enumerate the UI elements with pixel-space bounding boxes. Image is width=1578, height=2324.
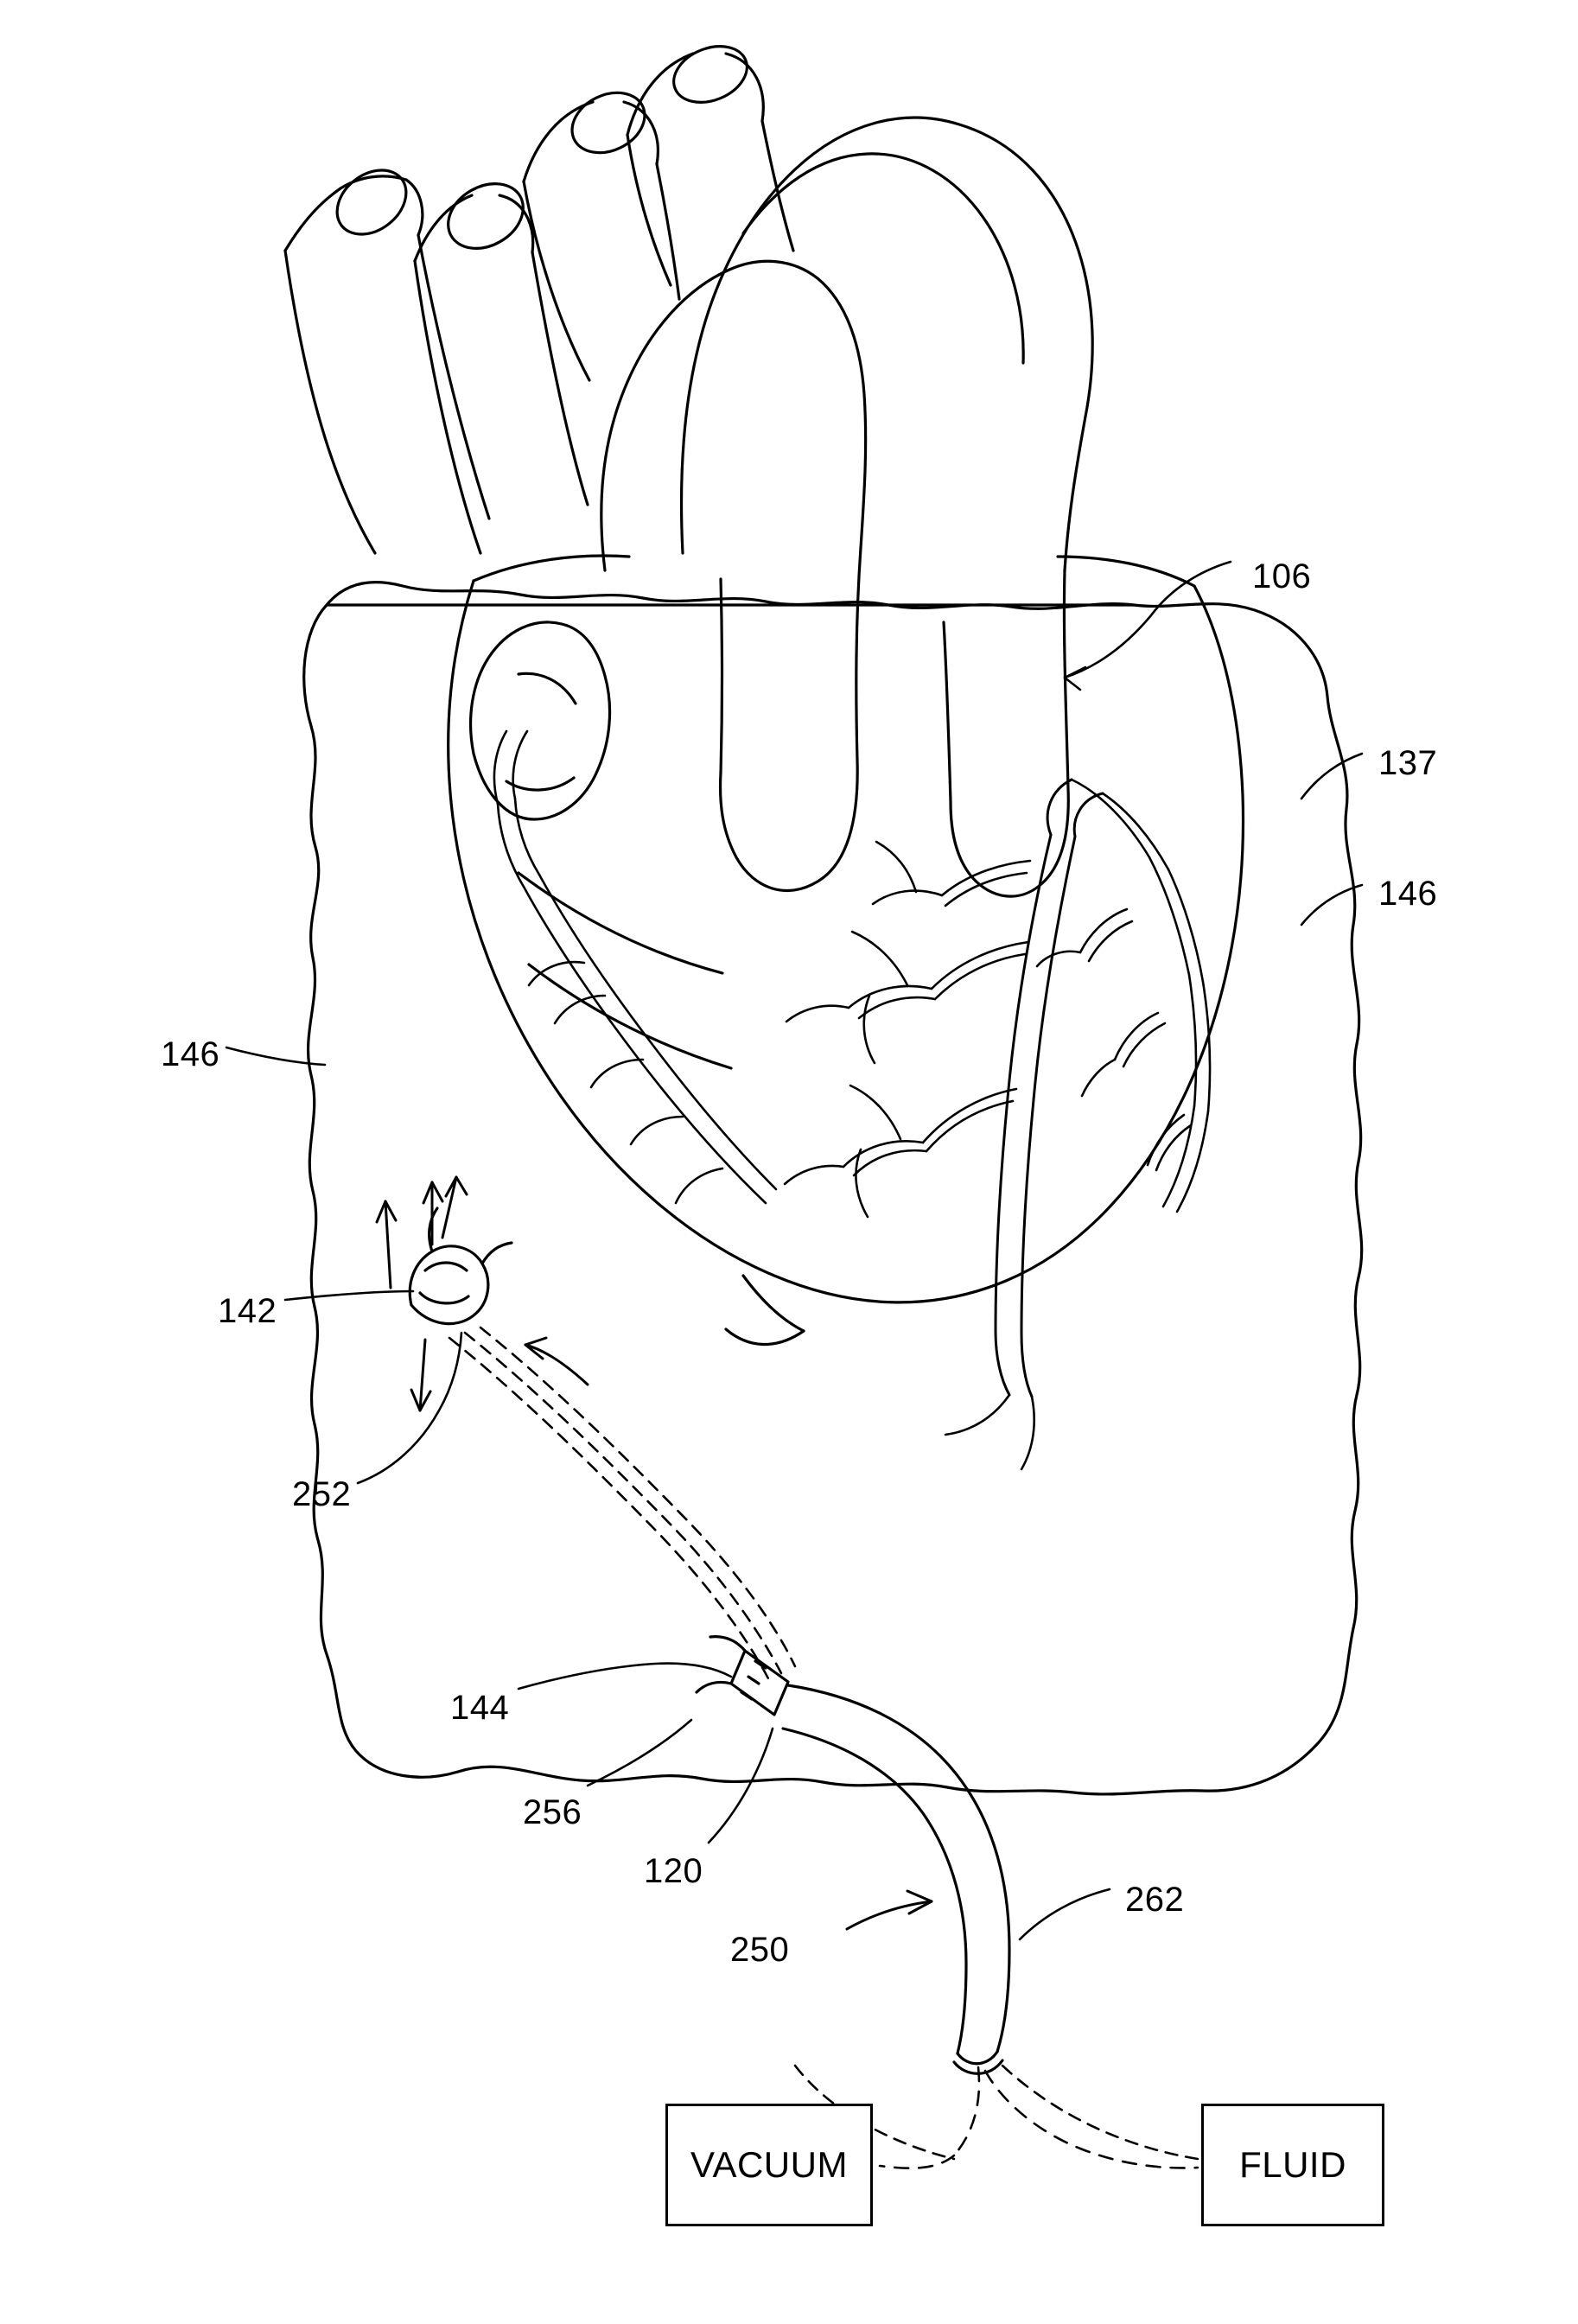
coronary-branches-left (785, 842, 1030, 1217)
direction-arrow-250 (847, 1891, 932, 1929)
catheter-assembly (783, 1685, 1009, 2073)
aorta (682, 118, 1093, 896)
vacuum-label: VACUUM (690, 2144, 848, 2185)
reference-label-106: 106 (1252, 557, 1312, 595)
reference-label-146-right: 146 (1378, 875, 1438, 913)
reference-label-137: 137 (1378, 744, 1438, 782)
reference-label-144: 144 (450, 1689, 510, 1727)
flow-arrows (377, 1177, 588, 1410)
reference-label-146-left: 146 (161, 1035, 220, 1073)
pulmonary-artery-106 (601, 261, 866, 890)
inner-catheter-dashed (449, 1328, 795, 1680)
reference-label-250: 250 (730, 1931, 790, 1969)
heart-body (449, 556, 1244, 1345)
reference-label-252: 252 (292, 1475, 352, 1513)
equipment-connection-dashed (880, 2067, 1198, 2168)
coronary-vessels-marginal (494, 731, 776, 1203)
vacuum-source-box (665, 2104, 873, 2226)
connector-hub-120 (697, 1637, 788, 1715)
fluid-source-box (1201, 2104, 1384, 2226)
reference-label-142: 142 (218, 1292, 277, 1330)
reference-label-120: 120 (644, 1852, 703, 1890)
device-tip-142 (410, 1208, 512, 1324)
fluid-label: FLUID (1239, 2144, 1346, 2185)
great-vessel-stubs (285, 36, 793, 553)
reference-label-262: 262 (1125, 1881, 1185, 1919)
reference-label-256: 256 (523, 1793, 582, 1831)
